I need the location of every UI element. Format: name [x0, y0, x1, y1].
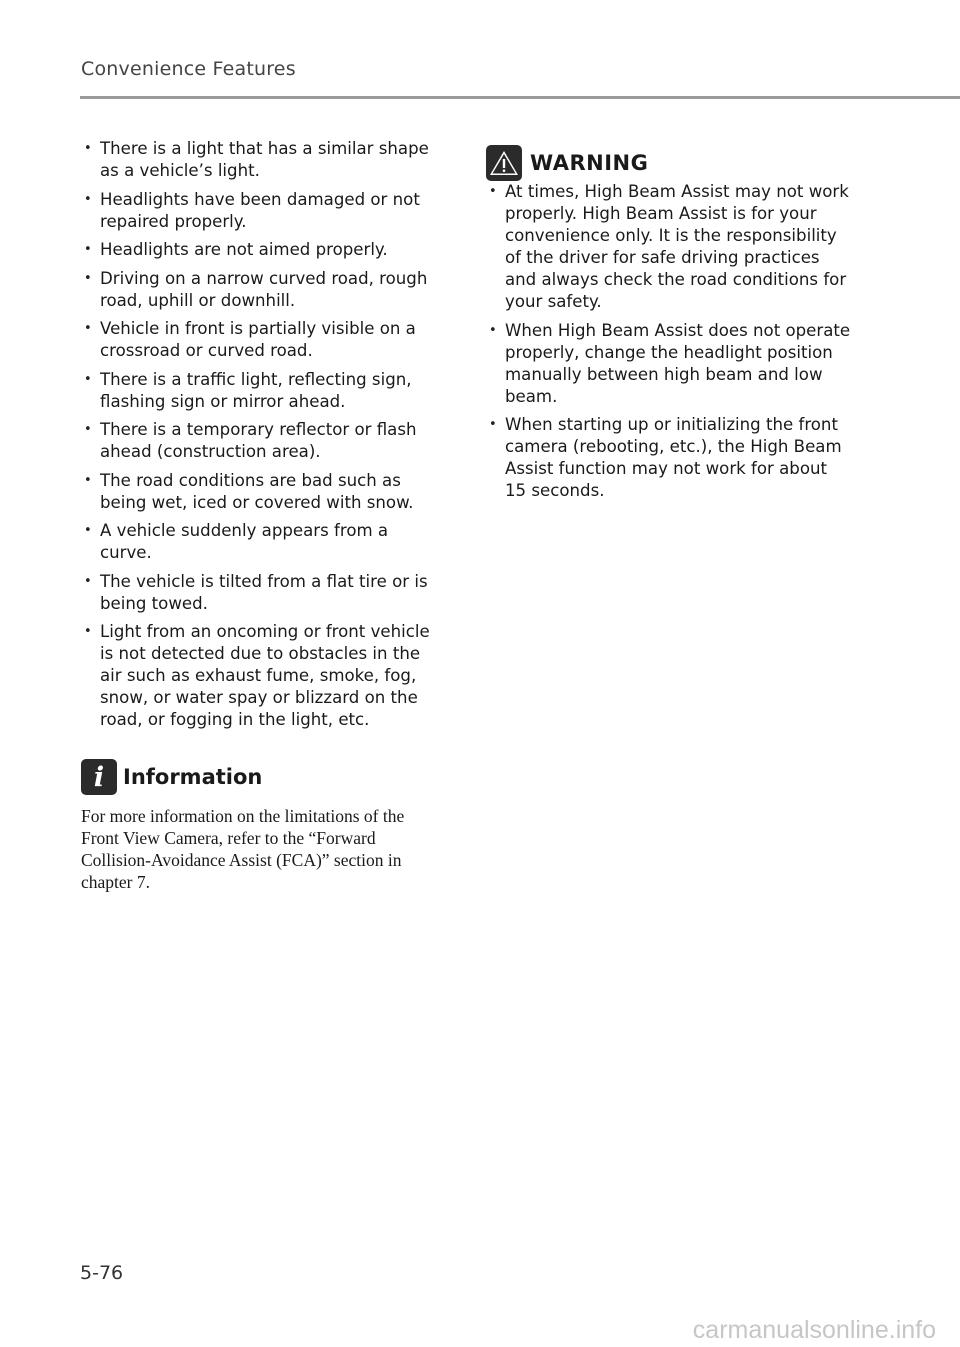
page-number: 5-76: [80, 1262, 124, 1284]
list-item: • There is a traffic light, reflecting sign, flashing sign or mirror ahead.: [81, 369, 443, 413]
list-item: • The vehicle is tilted from a flat tire or is being towed.: [81, 571, 443, 615]
information-heading: [81, 759, 443, 795]
list-item: • When starting up or initializing the front camera (rebooting, etc.), the High Beam Assist function may not work for about 15 seconds.: [486, 414, 851, 502]
list-item: • When High Beam Assist does not operate properly, change the headlight position manually between high beam and low beam.: [486, 320, 851, 408]
information-text: For more information on the limitations of the Front View Camera, refer to the “Forward Collision-Avoidance Assist (FCA)” section in chapter 7.: [81, 806, 405, 892]
info-icon: i: [81, 759, 117, 795]
list-item: • A vehicle suddenly appears from a curve.: [81, 520, 443, 564]
right-column: [486, 145, 851, 509]
list-item: • Light from an oncoming or front vehicle is not detected due to obstacles in the air such as exhaust fume, smoke, fog, snow, or water spay or blizzard on the road, or fogging in the light, etc.: [81, 621, 443, 731]
section-title: Convenience Features: [81, 58, 296, 80]
warning-list: [486, 181, 851, 502]
limitation-list: [81, 138, 443, 731]
list-item: • Vehicle in front is partially visible on a crossroad or curved road.: [81, 318, 443, 362]
header-divider: [80, 96, 960, 99]
list-item: • Driving on a narrow curved road, rough road, uphill or downhill.: [81, 268, 443, 312]
list-item: • Headlights have been damaged or not repaired properly.: [81, 189, 443, 233]
list-item: • At times, High Beam Assist may not work properly. High Beam Assist is for your convenience only. It is the responsibility of the driver for safe driving practices and always check the road conditions for your safety.: [486, 181, 851, 313]
left-column: [81, 138, 443, 893]
list-item: • There is a temporary reflector or flash ahead (construction area).: [81, 419, 443, 463]
list-item: • The road conditions are bad such as being wet, iced or covered with snow.: [81, 470, 443, 514]
warning-triangle-icon: [486, 145, 522, 181]
list-item: • Headlights are not aimed properly.: [81, 239, 443, 261]
information-title: Information: [123, 765, 263, 789]
warning-title: WARNING: [530, 151, 649, 175]
list-item: • There is a light that has a similar shape as a vehicle’s light.: [81, 138, 443, 182]
watermark: carmanualsonline.info: [692, 1316, 936, 1344]
warning-heading: [486, 145, 851, 181]
